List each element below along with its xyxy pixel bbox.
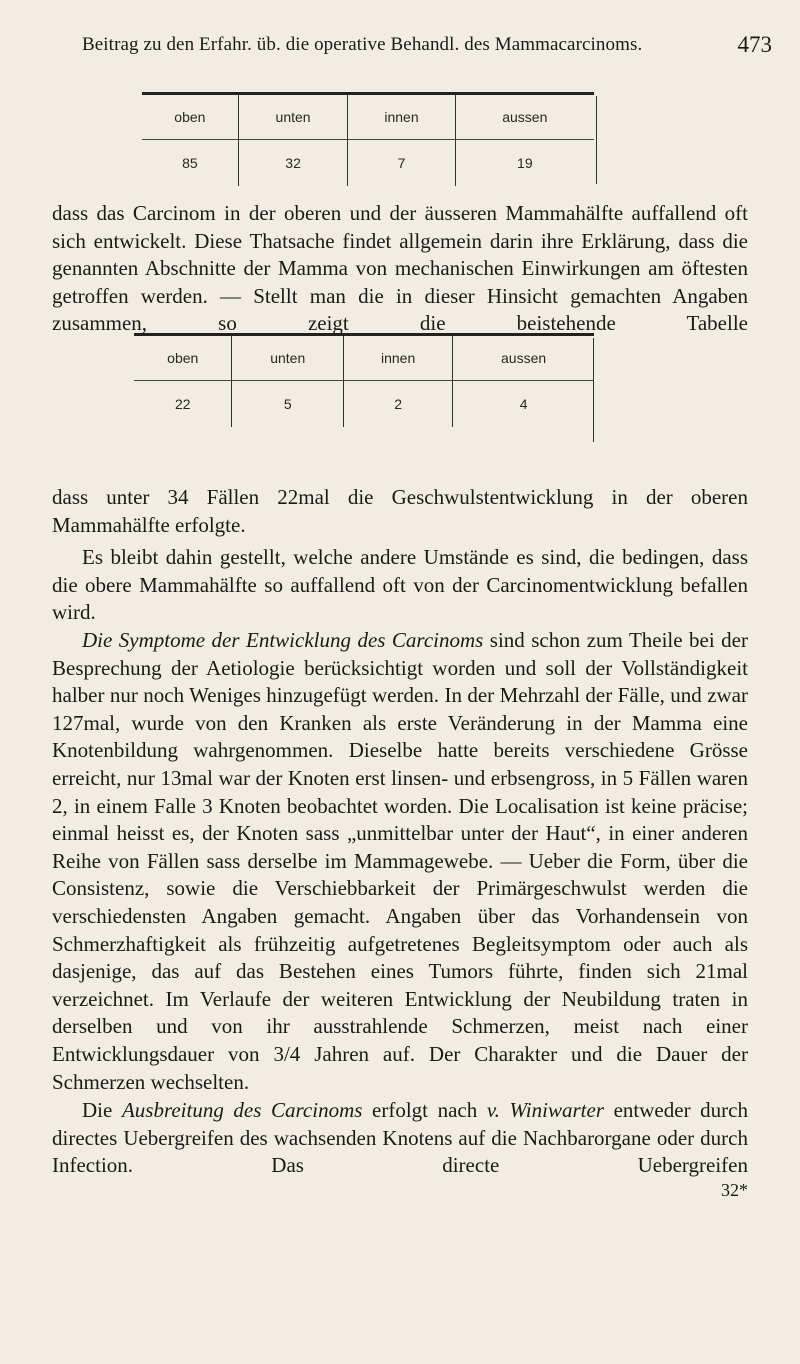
italic-heading-ausbreitung: Ausbreitung des Carcinoms: [121, 1098, 363, 1122]
value-cell-oben: 22: [134, 381, 232, 428]
location-table-1: [142, 92, 594, 186]
table-value-row: [142, 140, 594, 187]
paragraph-text: entweder durch directes Uebergreifen des wachsenden Knotens auf die Nachbarorgane oder durch Infection. Das directe Uebergreifen: [52, 1098, 748, 1178]
page-number: 473: [737, 32, 772, 57]
italic-author: v. Winiwarter: [486, 1098, 604, 1122]
header-title: Beitrag zu den Erfahr. üb. die operative Behandl. des Mammacarcinoms.: [82, 34, 643, 55]
header-cell-aussen: aussen: [455, 94, 594, 140]
header-cell-unten: unten: [232, 335, 344, 381]
table-value-row: [134, 381, 594, 428]
paragraph-2: dass unter 34 Fällen 22mal die Geschwulstentwicklung in der oberen Mammahälfte erfolgte.: [52, 485, 748, 537]
header-cell-oben: oben: [134, 335, 232, 381]
value-cell-unten: 32: [238, 140, 348, 187]
paragraph-symptome: [52, 627, 748, 1096]
table-header-row: [134, 335, 594, 381]
value-cell-aussen: 19: [455, 140, 594, 187]
running-header: [82, 34, 772, 60]
italic-heading-symptome: Die Symptome der Entwicklung des Carcinoms: [82, 628, 484, 652]
paragraph-3: Es bleibt dahin gestellt, welche andere Umstände es sind, die bedingen, dass die obere Mammahälfte so auffallend oft von der Carcinomentwicklung befallen wird.: [52, 545, 748, 625]
paragraph-text: Die: [82, 1098, 122, 1122]
table-header-row: [142, 94, 594, 140]
paragraph-ausbreitung: [52, 1097, 748, 1180]
header-cell-aussen: aussen: [453, 335, 594, 381]
value-cell-unten: 5: [232, 381, 344, 428]
value-cell-innen: 7: [348, 140, 455, 187]
signature-mark: 32*: [721, 1180, 748, 1200]
header-cell-innen: innen: [344, 335, 453, 381]
value-cell-aussen: 4: [453, 381, 594, 428]
header-cell-unten: unten: [238, 94, 348, 140]
value-cell-innen: 2: [344, 381, 453, 428]
paragraph-text: erfolgt nach: [362, 1098, 487, 1122]
location-table-2: [134, 333, 594, 427]
value-cell-oben: 85: [142, 140, 238, 187]
paragraph-1: dass das Carcinom in der oberen und der äusseren Mammahälfte auffallend oft sich entwickelt. Diese Thatsache findet allgemein darin ihre Erklärung, dass die genannten Abschnitte der Mamma von mechanischen Einwirkungen am öftesten getroffen werden. — Stellt man die in dieser Hinsicht gemachten Angaben zusammen, so zeigt die beistehende Tabelle: [52, 201, 748, 336]
fraction: 3/4: [273, 1041, 301, 1066]
table-right-rule: [596, 96, 597, 184]
paragraph-text: Jahren auf. Der Charakter und die Dauer der Schmerzen wechselten.: [52, 1041, 748, 1094]
paragraph-text: sind schon zum Theile bei der Besprechung der Aetiologie berücksichtigt worden und soll der Vollständigkeit halber nur noch Weniges hinzugefügt werden. In der Mehrzahl der Fälle, und zwar 127mal, wurde von den Kranken als erste Veränderung in der Mamma eine Knotenbildung wahrgenommen. Dieselbe hatte bereits verschiedene Grösse erreicht, nur 13mal war der Knoten erst linsen- und erbsengross, in 5 Fällen waren 2, in einem Falle 3 Knoten beobachtet worden. Die Localisation ist keine präcise; einmal heisst es, der Knoten sass „unmittelbar unter der Haut“, in einer anderen Reihe von Fällen sass derselbe im Mammagewebe. — Ueber die Form, über die Consistenz, sowie die Verschiebbarkeit der Primärgeschwulst werden die verschiedensten Angaben gemacht. Angaben über das Vorhandensein von Schmerzhaftigkeit als frühzeitig aufgetretenes Begleitsymptom oder auch als dasjenige, das auf das Bestehen eines Tumors führte, finden sich 21mal verzeichnet. Im Verlaufe der weiteren Entwicklung der Neubildung traten in derselben und von ihr ausstrahlende Schmerzen, meist nach einer Entwicklungsdauer von: [52, 628, 748, 1066]
table-right-rule: [593, 338, 594, 442]
header-cell-oben: oben: [142, 94, 238, 140]
header-cell-innen: innen: [348, 94, 455, 140]
